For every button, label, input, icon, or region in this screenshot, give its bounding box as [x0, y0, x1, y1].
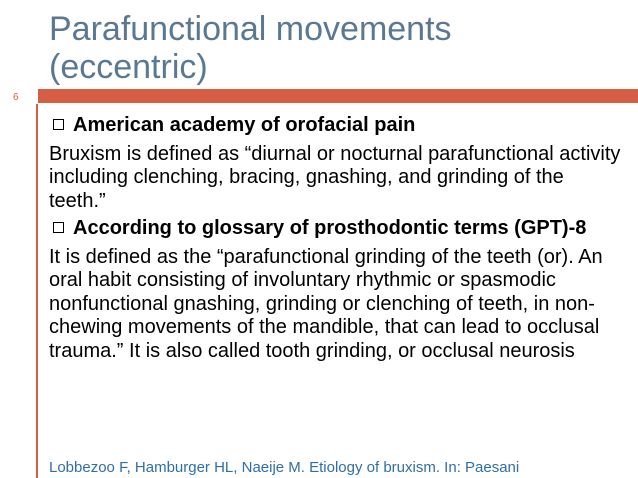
bullet-item: [49, 217, 624, 241]
definition-paragraph: It is defined as the “parafunctional grinding of the teeth (or). An oral habit consisting of involuntary rhythmic or spasmodic nonfunctional gnashing, grinding or clenching of teeth, in non-chewing movements of the mandible, that can lead to occlusal trauma.” It is also called tooth grinding, or occlusal neurosis: [49, 245, 603, 362]
checkbox-bullet-icon: [53, 119, 64, 130]
bullet-text: According to glossary of prosthodontic terms (GPT)-8: [73, 217, 587, 239]
left-accent-rule: [36, 104, 38, 478]
definition-paragraph: Bruxism is defined as “diurnal or nocturnal parafunctional activity including clenching, bracing, gnashing, and grinding of the teeth.”: [49, 142, 621, 212]
bullet-text: American academy of orofacial pain: [73, 114, 416, 136]
slide-title: Parafunctional movements (eccentric): [49, 10, 452, 86]
citation: Lobbezoo F, Hamburger HL, Naeije M. Etiology of bruxism. In: Paesani: [49, 459, 520, 476]
bullet-item: [49, 114, 624, 138]
accent-bar: [38, 89, 638, 103]
checkbox-bullet-icon: [53, 222, 64, 233]
slide-content: [49, 114, 624, 363]
slide-number: 6: [13, 92, 19, 103]
